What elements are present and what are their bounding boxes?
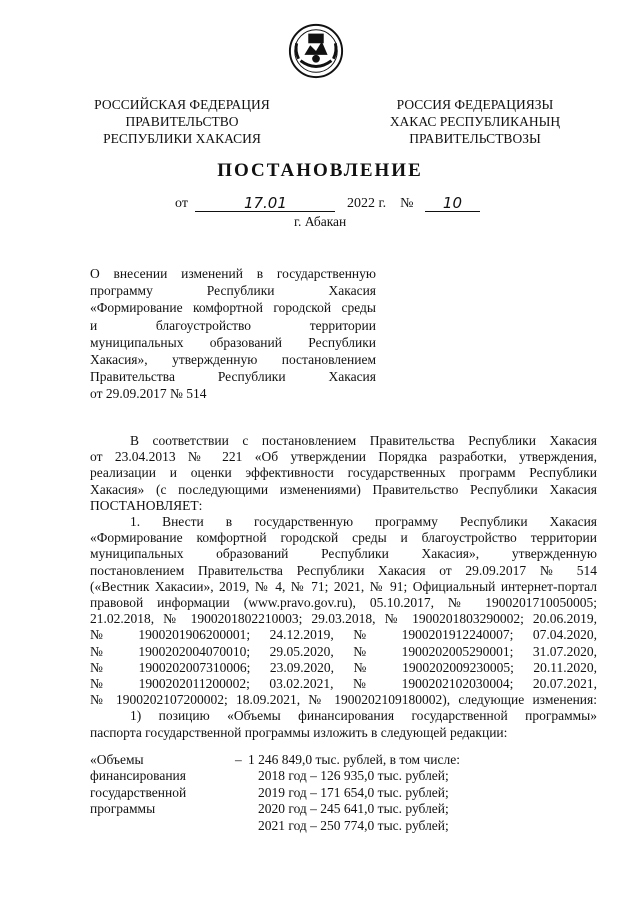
value-line: 2021 год – 250 774,0 тыс. рублей; (258, 817, 449, 833)
subject-line: и благоустройство территории (90, 317, 376, 333)
date-number-line (175, 195, 480, 212)
value-line: 2019 год – 171 654,0 тыс. рублей; (258, 784, 449, 800)
date-prefix: от (175, 196, 188, 211)
header-right-line: ПРАВИТЕЛЬСТВОЗЫ (409, 131, 541, 146)
body-line: «Формирование комфортной городской среды и благоустройство территории (90, 530, 597, 546)
subject-line: О внесении изменений в государственную (90, 266, 376, 281)
body-line: № 1900202007310006; 23.09.2020, № 1900202009230005; 20.11.2020, (90, 659, 597, 675)
body-line: («Вестник Хакасии», 2019, № 4, № 71; 2021, № 91; Официальный интернет-портал (90, 578, 597, 594)
table-dash: – (235, 752, 242, 767)
header-right-block (380, 96, 570, 147)
value-line: 2020 год – 245 641,0 тыс. рублей; (258, 801, 449, 817)
body-line: 1) позицию «Объемы финансирования государственной программы» (130, 708, 597, 724)
body-line: № 1900202004070010; 29.05.2020, № 1900202005290001; 31.07.2020, (90, 643, 597, 659)
body-text (90, 433, 597, 741)
subject-line: муниципальных образований Республики (90, 334, 376, 350)
financing-values (248, 752, 460, 834)
subject-line: Хакасия», утвержденную постановлением (90, 352, 376, 368)
label-line: «Объемы (90, 752, 144, 767)
subject-block (90, 265, 376, 403)
body-line: В соответствии с постановлением Правительства Республики Хакасия (130, 433, 597, 448)
document-title: ПОСТАНОВЛЕНИЕ (217, 160, 423, 181)
handwritten-date: 17.01 (195, 195, 335, 212)
body-line: ПОСТАНОВЛЯЕТ: (90, 497, 203, 513)
year-text: 2022 г. (346, 196, 387, 211)
label-line: программы (90, 801, 156, 817)
subject-line: от 29.09.2017 № 514 (90, 386, 207, 402)
header-right-line: ХАКАС РЕСПУБЛИКАНЫҢ (389, 114, 561, 129)
coat-of-arms-emblem (287, 22, 345, 80)
body-line: № 1900201906200001; 24.12.2019, № 1900201912240007; 07.04.2020, (90, 627, 597, 643)
body-line: № 1900202107200002; 18.09.2021, № 1900202109180002), следующие изменения: (90, 692, 597, 708)
header-left-line: ПРАВИТЕЛЬСТВО (125, 114, 239, 129)
handwritten-number: 10 (425, 195, 480, 212)
value-line: 2018 год – 126 935,0 тыс. рублей; (258, 768, 449, 784)
number-sign: № (400, 196, 414, 211)
subject-line: Правительства Республики Хакасия (90, 369, 376, 385)
body-line: реализации и оценки эффективности государственных программ Республики (90, 465, 597, 481)
body-line: 21.02.2018, № 1900201802210003; 29.03.2018, № 1900201803290002; 20.06.2019, (90, 611, 597, 627)
city-name: г. Абакан (294, 214, 347, 229)
body-line: № 1900202011200002; 03.02.2021, № 1900202102030004; 20.07.2021, (90, 676, 597, 692)
body-line: муниципальных образований Республики Хакасия», утвержденную (90, 546, 597, 562)
body-line: паспорта государственной программы изложить в следующей редакции: (90, 724, 508, 740)
header-left-line: РЕСПУБЛИКИ ХАКАСИЯ (103, 131, 261, 146)
value-line: 1 246 849,0 тыс. рублей, в том числе: (248, 752, 460, 767)
label-line: финансирования (90, 768, 186, 784)
financing-label (90, 752, 220, 818)
subject-line: «Формирование комфортной городской среды (90, 300, 376, 316)
header-left-block (92, 96, 272, 147)
body-line: Хакасия» (с последующими изменениями) Правительство Республики Хакасия (90, 481, 597, 497)
header-left-line: РОССИЙСКАЯ ФЕДЕРАЦИЯ (94, 97, 270, 112)
subject-line: программу Республики Хакасия (90, 283, 376, 299)
header-right-line: РОССИЯ ФЕДЕРАЦИЯЗЫ (396, 97, 554, 112)
label-line: государственной (90, 784, 187, 800)
body-line: постановлением Правительства Республики Хакасия от 29.09.2017 № 514 (90, 562, 597, 578)
body-line: правовой информации (www.pravo.gov.ru), 05.10.2017, № 1900201710050005; (90, 595, 597, 611)
body-line: 1. Внести в государственную программу Республики Хакасия (130, 514, 597, 530)
body-line: от 23.04.2013 № 221 «Об утверждении Порядка разработки, утверждения, (90, 449, 597, 465)
